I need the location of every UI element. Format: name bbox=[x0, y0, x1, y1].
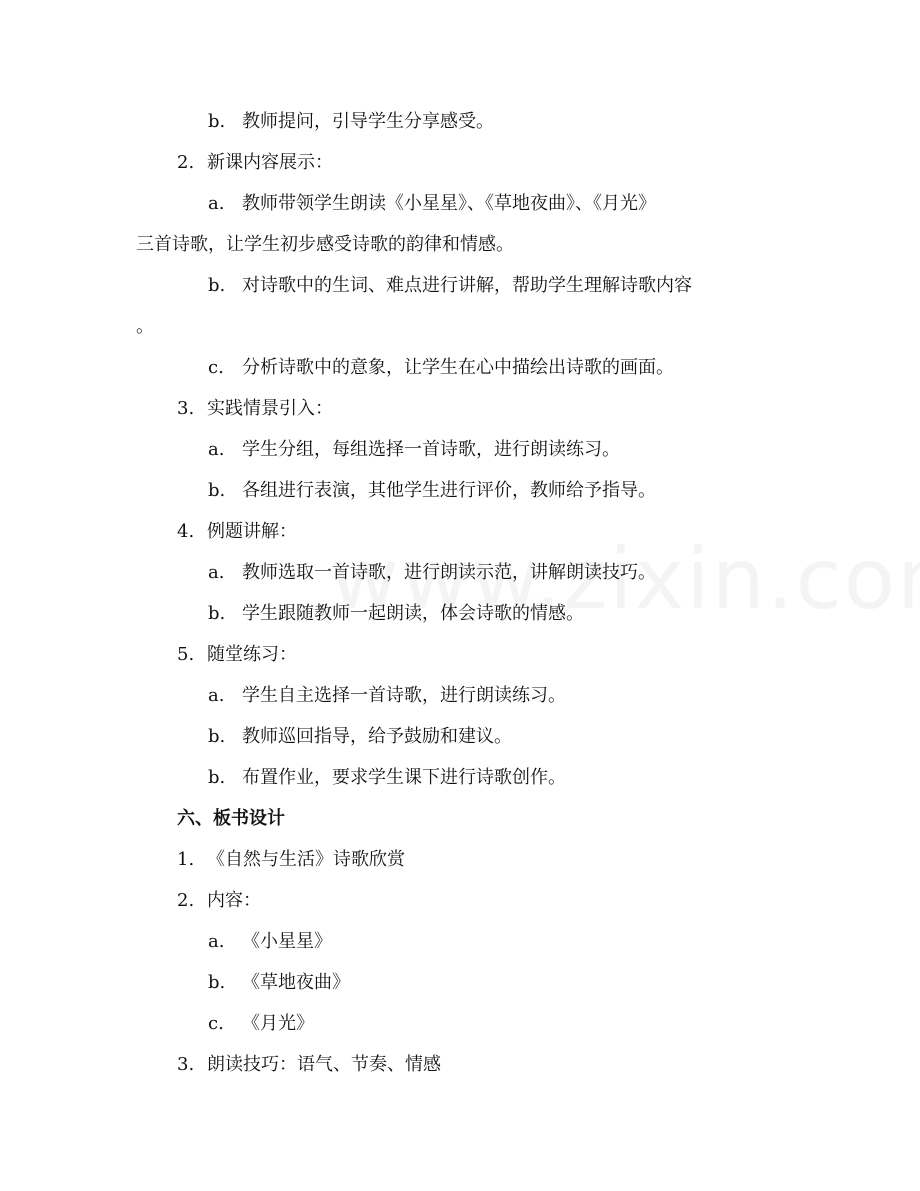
list-item bbox=[208, 438, 620, 462]
list-item-continuation bbox=[136, 315, 154, 339]
list-item bbox=[208, 930, 332, 954]
item-marker: a. bbox=[208, 439, 225, 460]
list-item bbox=[177, 889, 261, 913]
list-item bbox=[208, 766, 566, 790]
item-text: 三首诗歌，让学生初步感受诗歌的韵律和情感。 bbox=[136, 234, 514, 255]
item-marker: b. bbox=[208, 111, 226, 132]
item-marker: b. bbox=[208, 480, 226, 501]
item-number: 1. bbox=[177, 849, 195, 870]
list-item bbox=[208, 1012, 314, 1036]
item-text: 随堂练习： bbox=[207, 644, 297, 665]
item-marker: b. bbox=[208, 972, 226, 993]
list-item bbox=[208, 684, 566, 708]
item-text: 例题讲解： bbox=[207, 521, 297, 542]
item-text: 内容： bbox=[207, 890, 261, 911]
item-number: 4. bbox=[177, 521, 195, 542]
list-item bbox=[208, 479, 656, 503]
item-text: 教师选取一首诗歌，进行朗读示范，讲解朗读技巧。 bbox=[242, 562, 656, 583]
section-heading: 六、板书设计 bbox=[177, 808, 285, 829]
item-text: 《草地夜曲》 bbox=[242, 972, 350, 993]
item-text: 。 bbox=[136, 316, 154, 337]
list-item bbox=[177, 643, 297, 667]
item-text: 《自然与生活》诗歌欣赏 bbox=[207, 849, 405, 870]
item-text: 布置作业，要求学生课下进行诗歌创作。 bbox=[242, 767, 566, 788]
item-text: 《小星星》 bbox=[242, 931, 332, 952]
list-item bbox=[208, 561, 656, 585]
list-item-continuation bbox=[136, 233, 514, 257]
item-marker: a. bbox=[208, 685, 225, 706]
item-marker: b. bbox=[208, 767, 226, 788]
item-text: 学生自主选择一首诗歌，进行朗读练习。 bbox=[242, 685, 566, 706]
item-text: 各组进行表演，其他学生进行评价，教师给予指导。 bbox=[242, 480, 656, 501]
item-number: 3. bbox=[177, 1054, 195, 1075]
item-text: 《月光》 bbox=[242, 1013, 314, 1034]
item-marker: a. bbox=[208, 931, 225, 952]
item-marker: b. bbox=[208, 275, 226, 296]
item-marker: b. bbox=[208, 726, 226, 747]
list-item bbox=[177, 520, 297, 544]
list-item bbox=[208, 274, 692, 298]
item-marker: a. bbox=[208, 562, 225, 583]
list-item bbox=[208, 602, 584, 626]
item-text: 分析诗歌中的意象，让学生在心中描绘出诗歌的画面。 bbox=[242, 357, 674, 378]
item-marker: c. bbox=[208, 357, 224, 378]
item-number: 3. bbox=[177, 398, 195, 419]
item-text: 教师带领学生朗读《小星星》、《草地夜曲》、《月光》 bbox=[242, 193, 656, 214]
list-item bbox=[208, 356, 674, 380]
item-text: 对诗歌中的生词、难点进行讲解，帮助学生理解诗歌内容 bbox=[242, 275, 692, 296]
item-text: 教师巡回指导，给予鼓励和建议。 bbox=[242, 726, 512, 747]
list-item bbox=[208, 725, 512, 749]
list-item bbox=[177, 1053, 441, 1077]
item-text: 朗读技巧：语气、节奏、情感 bbox=[207, 1054, 441, 1075]
item-text: 新课内容展示： bbox=[207, 152, 333, 173]
item-number: 5. bbox=[177, 644, 195, 665]
list-item bbox=[208, 110, 494, 134]
list-item bbox=[177, 848, 405, 872]
item-marker: c. bbox=[208, 1013, 224, 1034]
item-number: 2. bbox=[177, 890, 195, 911]
item-marker: b. bbox=[208, 603, 226, 624]
item-number: 2. bbox=[177, 152, 195, 173]
item-marker: a. bbox=[208, 193, 225, 214]
list-item bbox=[177, 151, 333, 175]
item-text: 教师提问，引导学生分享感受。 bbox=[242, 111, 494, 132]
list-item bbox=[177, 397, 333, 421]
item-text: 学生分组，每组选择一首诗歌，进行朗读练习。 bbox=[242, 439, 620, 460]
list-item bbox=[208, 192, 656, 216]
item-text: 实践情景引入： bbox=[207, 398, 333, 419]
list-item bbox=[208, 971, 350, 995]
item-text: 学生跟随教师一起朗读，体会诗歌的情感。 bbox=[242, 603, 584, 624]
